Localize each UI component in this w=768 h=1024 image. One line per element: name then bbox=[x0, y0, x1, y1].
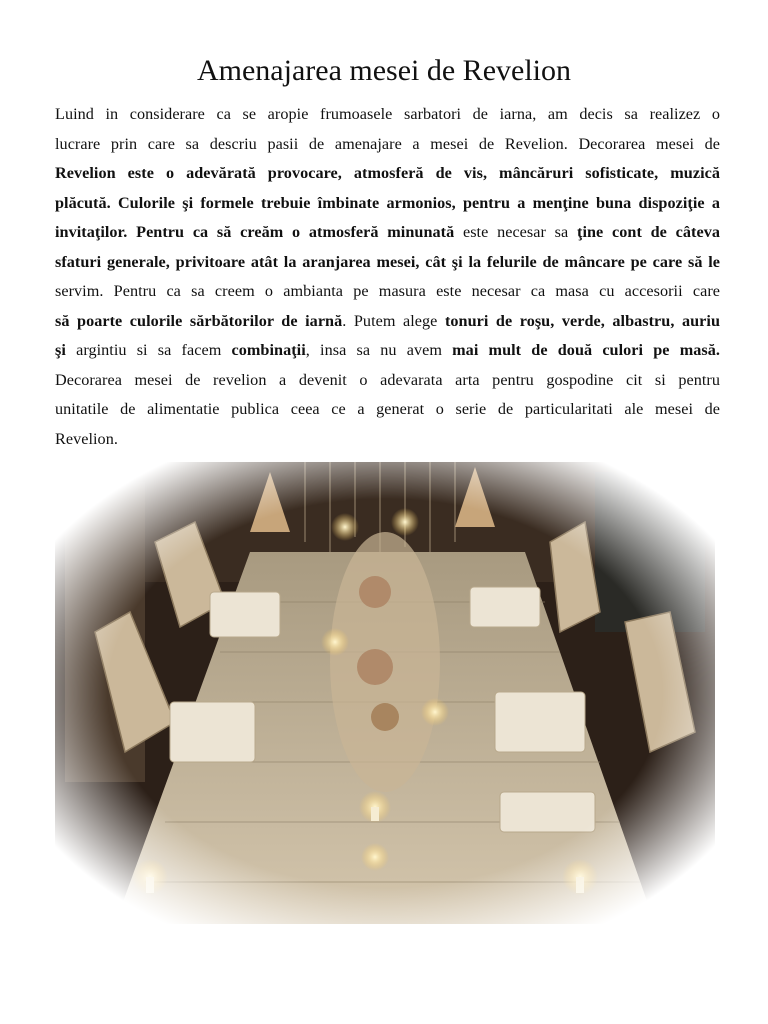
text-run: , insa sa nu avem bbox=[305, 341, 453, 359]
paragraph-line bbox=[55, 336, 720, 366]
bold-text-run: şi bbox=[55, 341, 66, 359]
bold-text-run: plăcută. Culorile şi formele trebuie îmbinate armonios, pentru a menţine buna dispoziţie a bbox=[55, 193, 720, 212]
bold-text-run: invitaţilor. Pentru ca să creăm o atmosferă minunată bbox=[55, 223, 455, 241]
photo-vignette bbox=[55, 462, 715, 924]
text-run: . Putem alege bbox=[342, 311, 445, 330]
bold-text-run: combinaţii bbox=[231, 341, 306, 359]
festive-table-photo bbox=[55, 462, 715, 924]
paragraph-line bbox=[55, 189, 720, 219]
paragraph-line bbox=[55, 425, 720, 455]
paragraph-line bbox=[55, 130, 720, 160]
paragraph-line bbox=[55, 218, 720, 248]
paragraph-line bbox=[55, 307, 720, 337]
paragraph-line bbox=[55, 395, 720, 425]
text-run: lucrare prin care sa descriu pasii de amenajare a mesei de Revelion. Decorarea mesei de bbox=[55, 134, 720, 153]
paragraph-line bbox=[55, 159, 720, 189]
page-title: Amenajarea mesei de Revelion bbox=[196, 54, 571, 87]
bold-text-run: Revelion este o adevărată provocare, atmosferă de vis, mâncăruri sofisticate, muzică bbox=[55, 164, 720, 182]
bold-text-run: ţine cont de câteva bbox=[577, 223, 720, 241]
bold-text-run: să poarte culorile sărbătorilor de iarnă bbox=[55, 311, 343, 330]
text-run: Luind in considerare ca se aropie frumoasele sarbatori de iarna, am decis sa realizez o bbox=[55, 105, 720, 123]
paragraph-line bbox=[55, 366, 720, 396]
text-run: unitatile de alimentatie publica ceea ce a generat o serie de particularitati ale mesei de bbox=[55, 400, 720, 418]
paragraph-line bbox=[55, 248, 720, 278]
text-run: argintiu si sa facem bbox=[65, 341, 232, 359]
text-run: Revelion. bbox=[55, 429, 118, 448]
text-run: Decorarea mesei de revelion a devenit o adevarata arta pentru gospodine cit si pentru bbox=[55, 370, 720, 389]
text-run: este necesar sa bbox=[454, 223, 577, 241]
paragraph-line bbox=[55, 277, 720, 307]
body-paragraph bbox=[55, 100, 720, 454]
bold-text-run: mai mult de două culori pe masă. bbox=[452, 341, 720, 359]
bold-text-run: sfaturi generale, privitoare atât la aranjarea mesei, cât şi la felurile de mâncare pe care să le bbox=[55, 252, 720, 271]
bold-text-run: tonuri de roşu, verde, albastru, auriu bbox=[444, 311, 720, 330]
paragraph-line bbox=[55, 100, 720, 130]
text-run: servim. Pentru ca sa creem o ambianta pe masura este necesar ca masa cu accesorii care bbox=[55, 282, 720, 300]
